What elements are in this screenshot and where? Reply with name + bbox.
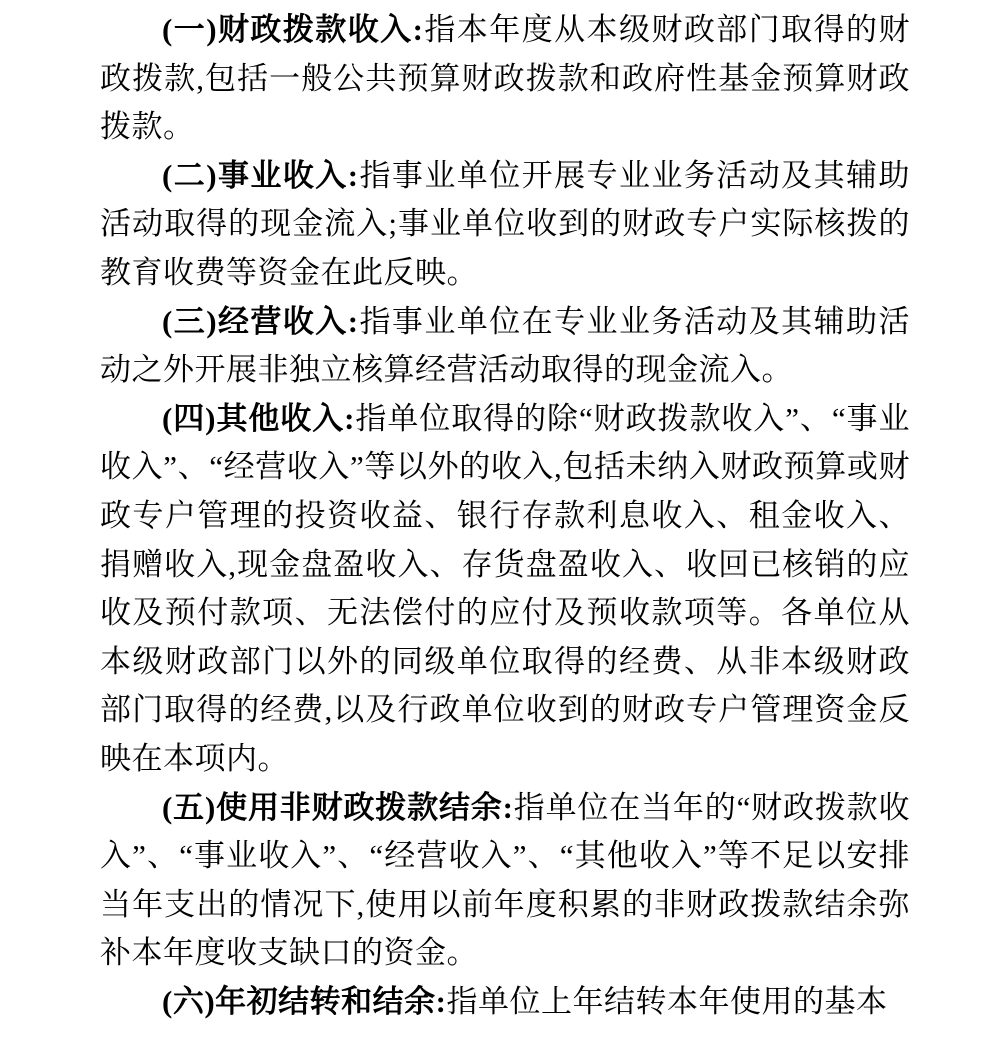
document-body [100, 6, 910, 1026]
paragraph-3 [100, 298, 910, 395]
paragraph-5-heading: (五)使用非财政拨款结余: [162, 789, 514, 825]
paragraph-1-heading: (一)财政拨款收入: [162, 12, 424, 47]
paragraph-2-text: 指事业单位开展专业业务活动及其辅助活动取得的现金流入;事业单位收到的财政专户实际核拨的教育收费等资金在此反映。 [100, 157, 910, 290]
paragraph-2 [100, 152, 910, 298]
paragraph-6 [100, 978, 910, 1027]
paragraph-6-text: 指单位上年结转本年使用的基本 [446, 983, 888, 1019]
paragraph-1 [100, 6, 910, 152]
paragraph-3-heading: (三)经营收入: [162, 303, 359, 339]
paragraph-6-heading: (六)年初结转和结余: [162, 983, 447, 1019]
paragraph-4 [100, 395, 910, 784]
paragraph-4-heading: (四)其他收入: [162, 400, 355, 436]
paragraph-1-text: 指本年度从本级财政部门取得的财政拨款,包括一般公共预算财政拨款和政府性基金预算财政拨款。 [100, 12, 910, 145]
paragraph-2-heading: (二)事业收入: [162, 157, 359, 193]
paragraph-5 [100, 784, 910, 978]
paragraph-4-text: 指单位取得的除“财政拨款收入”、“事业收入”、“经营收入”等以外的收入,包括未纳入财政预算或财政专户管理的投资收益、银行存款利息收入、租金收入、捐赠收入,现金盘盈收入、存货盘盈收入、收回已核销的应收及预付款项、无法偿付的应付及预收款项等。各单位从本级财政部门以外的同级单位取得的经费、从非本级财政部门取得的经费,以及行政单位收到的财政专户管理资金反映在本项内。 [100, 400, 910, 776]
paragraph-3-text: 指事业单位在专业业务活动及其辅助活动之外开展非独立核算经营活动取得的现金流入。 [100, 303, 910, 388]
paragraph-5-text: 指单位在当年的“财政拨款收入”、“事业收入”、“经营收入”、“其他收入”等不足以安排当年支出的情况下,使用以前年度积累的非财政拨款结余弥补本年度收支缺口的资金。 [100, 789, 910, 971]
